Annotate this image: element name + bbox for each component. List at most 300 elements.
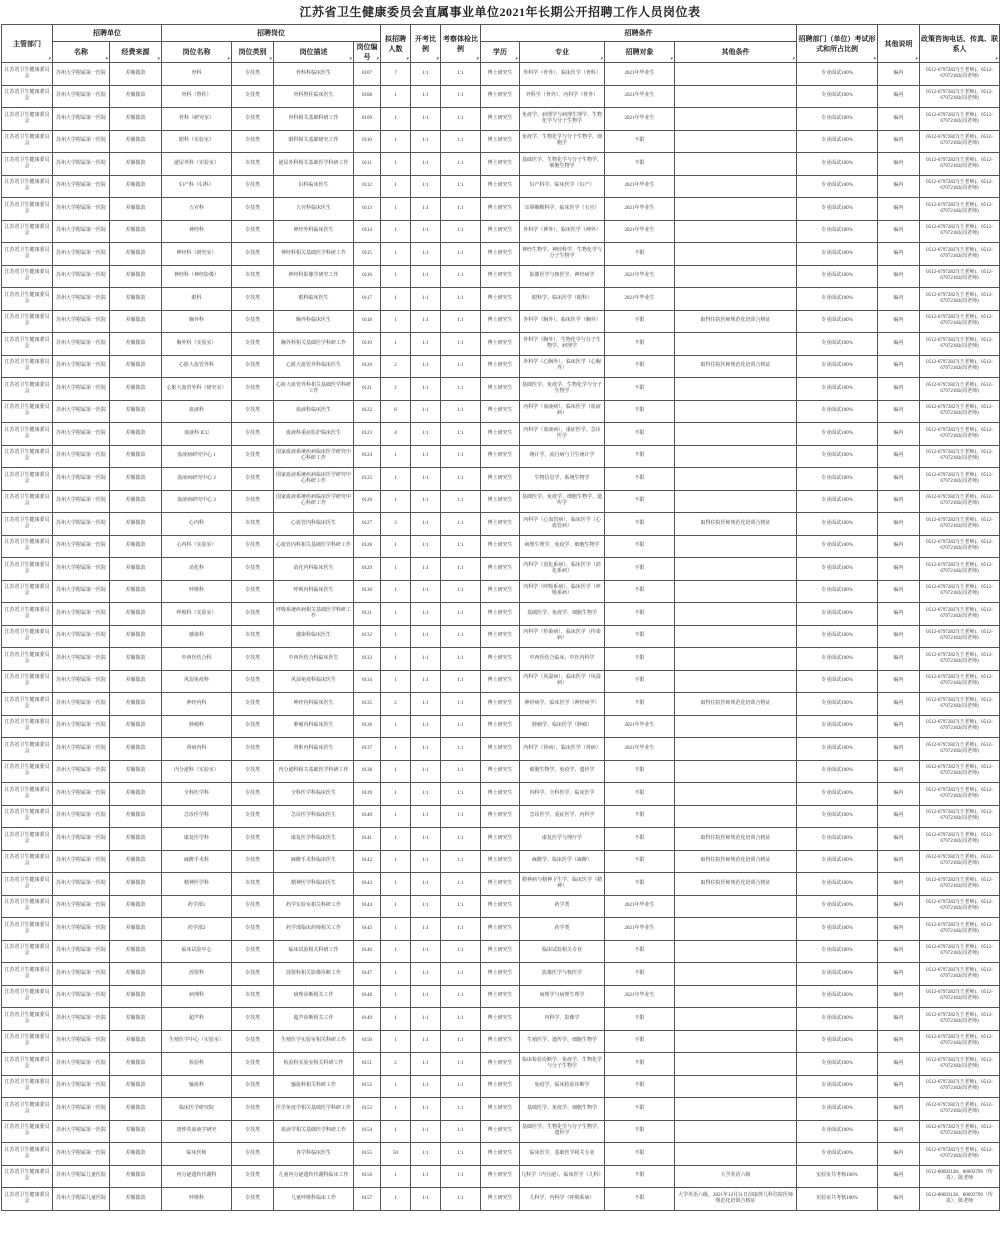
cell-code: 0131 — [354, 603, 381, 626]
table-row — [2, 468, 1000, 491]
cell-r2: 1:1 — [441, 310, 481, 333]
cell-target: 不限 — [605, 490, 675, 513]
cell-r1: 1:1 — [411, 153, 441, 176]
cell-post: 麻醉手术科 — [162, 850, 232, 873]
cell-other — [675, 985, 797, 1008]
cell-dept: 江苏省卫生健康委员会 — [2, 1075, 53, 1098]
cell-edu: 博士研究生 — [481, 153, 520, 176]
cell-note: 编内 — [878, 895, 920, 918]
cell-code: 0135 — [354, 693, 381, 716]
header-other-cond[interactable]: 其他条件 ▾ — [675, 42, 797, 63]
cell-target: 不限 — [605, 963, 675, 986]
cell-unit: 苏州大学附属第一医院 — [53, 1120, 110, 1143]
cell-code: 0125 — [354, 468, 381, 491]
cell-unit: 苏州大学附属第一医院 — [53, 985, 110, 1008]
cell-desc: 儿童呼吸科临床工作 — [274, 1188, 354, 1211]
cell-desc: 神经内科临床医生 — [274, 693, 354, 716]
cell-r2: 1:1 — [441, 400, 481, 423]
cell-fund: 差额拨款 — [110, 490, 162, 513]
cell-other — [675, 243, 797, 266]
cell-exam: 专业面试100% — [797, 760, 878, 783]
cell-edu: 博士研究生 — [481, 918, 520, 941]
cell-exam: 专业面试100% — [797, 1120, 878, 1143]
cell-r2: 1:1 — [441, 243, 481, 266]
cell-note: 编内 — [878, 490, 920, 513]
cell-major: 中西医结合临床、中医内科学 — [520, 648, 605, 671]
cell-fund: 差额拨款 — [110, 648, 162, 671]
cell-target: 不限 — [605, 243, 675, 266]
cell-major: 内科学（血液病）、重症医学、急诊医学 — [520, 423, 605, 446]
cell-dept: 江苏省卫生健康委员会 — [2, 310, 53, 333]
cell-r2: 1:1 — [441, 378, 481, 401]
cell-major: 康复医学与理疗学 — [520, 828, 605, 851]
cell-code: 0119 — [354, 333, 381, 356]
cell-desc: 药学部临床药师相关工作 — [274, 918, 354, 941]
cell-note: 编内 — [878, 985, 920, 1008]
cell-post: 胸外科 — [162, 310, 232, 333]
cell-note: 编内 — [878, 243, 920, 266]
header-post-code[interactable]: 岗位编号 ▾ — [354, 42, 381, 63]
cell-contact: 0512-67972827(王老师)、0512-67972182(周老师) — [920, 400, 1000, 423]
cell-type: 专技类 — [232, 940, 274, 963]
cell-type: 专技类 — [232, 468, 274, 491]
cell-desc: 骨科科临床医生 — [274, 63, 354, 86]
cell-dept: 江苏省卫生健康委员会 — [2, 423, 53, 446]
cell-other — [675, 1053, 797, 1076]
cell-dept: 江苏省卫生健康委员会 — [2, 130, 53, 153]
cell-type: 专技类 — [232, 513, 274, 536]
cell-code: 0145 — [354, 918, 381, 941]
cell-other — [675, 670, 797, 693]
cell-post: 病理科 — [162, 985, 232, 1008]
header-unit-name[interactable]: 名称 ▾ — [53, 42, 110, 63]
cell-post: 血液病研究中心 3 — [162, 490, 232, 513]
cell-type: 专技类 — [232, 1075, 274, 1098]
cell-fund: 差额拨款 — [110, 1075, 162, 1098]
cell-code: 0120 — [354, 355, 381, 378]
table-row — [2, 445, 1000, 468]
cell-unit: 苏州大学附属第一医院 — [53, 558, 110, 581]
cell-contact: 0512-67972827(王老师)、0512-67972182(周老师) — [920, 918, 1000, 941]
cell-major: 儿科学、内科学（呼吸系病） — [520, 1188, 605, 1211]
cell-post: 呼吸科 — [162, 1188, 232, 1211]
cell-num: 1 — [381, 985, 411, 1008]
cell-exam: 专业面试100% — [797, 130, 878, 153]
cell-edu: 博士研究生 — [481, 63, 520, 86]
cell-r1: 1:1 — [411, 490, 441, 513]
cell-r1: 1:1 — [411, 468, 441, 491]
cell-desc: 血液学相关基础医学科研工作 — [274, 1120, 354, 1143]
cell-r1: 1:1 — [411, 963, 441, 986]
cell-other — [675, 490, 797, 513]
cell-unit: 苏州大学附属第一医院 — [53, 468, 110, 491]
cell-desc: 全科医学科临床医生 — [274, 783, 354, 806]
cell-note: 编内 — [878, 220, 920, 243]
cell-exam: 专业面试100% — [797, 693, 878, 716]
cell-unit: 苏州大学附属第一医院 — [53, 153, 110, 176]
cell-exam: 专业面试100% — [797, 445, 878, 468]
cell-other — [675, 783, 797, 806]
cell-post: 心内科 — [162, 513, 232, 536]
cell-unit: 苏州大学附属第一医院 — [53, 1030, 110, 1053]
cell-edu: 博士研究生 — [481, 265, 520, 288]
cell-dept: 江苏省卫生健康委员会 — [2, 760, 53, 783]
cell-fund: 差额拨款 — [110, 288, 162, 311]
cell-code: 0136 — [354, 715, 381, 738]
cell-num: 1 — [381, 333, 411, 356]
cell-post: 心内科（实验室） — [162, 535, 232, 558]
cell-type: 专技类 — [232, 1188, 274, 1211]
cell-fund: 差额拨款 — [110, 535, 162, 558]
cell-dept: 江苏省卫生健康委员会 — [2, 243, 53, 266]
cell-exam: 专业面试100% — [797, 85, 878, 108]
cell-other — [675, 963, 797, 986]
cell-target: 2021年毕业生 — [605, 63, 675, 86]
cell-note: 编内 — [878, 873, 920, 896]
cell-target: 不限 — [605, 603, 675, 626]
cell-note: 编内 — [878, 648, 920, 671]
cell-note: 编内 — [878, 513, 920, 536]
cell-major: 外科学（骨外）、临床医学（骨科） — [520, 63, 605, 86]
cell-type: 专技类 — [232, 265, 274, 288]
cell-major: 基础医学、免疫学、细胞生物学 — [520, 603, 605, 626]
cell-major: 眼科学、临床医学（眼科） — [520, 288, 605, 311]
cell-target: 不限 — [605, 850, 675, 873]
table-row — [2, 153, 1000, 176]
cell-major: 免疫学、生物化学与分子生物学、细胞学 — [520, 130, 605, 153]
header-funding[interactable]: 经费来源 ▾ — [110, 42, 162, 63]
cell-fund: 差额拨款 — [110, 333, 162, 356]
cell-dept: 江苏省卫生健康委员会 — [2, 625, 53, 648]
cell-exam: 专业面试100% — [797, 918, 878, 941]
cell-r2: 1:1 — [441, 333, 481, 356]
cell-other — [675, 760, 797, 783]
cell-other — [675, 220, 797, 243]
cell-unit: 苏州大学附属第一医院 — [53, 243, 110, 266]
cell-note: 编内 — [878, 1053, 920, 1076]
cell-exam: 专业面试100% — [797, 580, 878, 603]
cell-r1: 1:1 — [411, 355, 441, 378]
cell-dept: 江苏省卫生健康委员会 — [2, 198, 53, 221]
cell-note: 编内 — [878, 108, 920, 131]
cell-contact: 0512-67972827(王老师)、0512-67972182(周老师) — [920, 1030, 1000, 1053]
cell-r1: 1:1 — [411, 535, 441, 558]
cell-r1: 1:1 — [411, 400, 441, 423]
cell-exam: 专业面试100% — [797, 513, 878, 536]
cell-r1: 1:1 — [411, 310, 441, 333]
cell-target: 不限 — [605, 423, 675, 446]
header-exam-method[interactable]: 招聘部门（单位）考试形式和所占比例 ▾ — [797, 25, 878, 63]
header-exam-ratio[interactable]: 开考比例 ▾ — [411, 25, 441, 63]
cell-desc: 中西医结合科临床医生 — [274, 648, 354, 671]
cell-contact: 0512-67972827(王老师)、0512-67972182(周老师) — [920, 175, 1000, 198]
cell-other: 取得住院医师规范化培训合格证 — [675, 850, 797, 873]
cell-num: 1 — [381, 288, 411, 311]
cell-contact: 0512-67972827(王老师)、0512-67972182(周老师) — [920, 1008, 1000, 1031]
cell-type: 专技类 — [232, 963, 274, 986]
cell-dept: 江苏省卫生健康委员会 — [2, 850, 53, 873]
cell-fund: 差额拨款 — [110, 693, 162, 716]
cell-edu: 博士研究生 — [481, 175, 520, 198]
cell-post: 内分泌遗传代谢科 — [162, 1165, 232, 1188]
cell-r1: 1:1 — [411, 220, 441, 243]
cell-exam: 专业面试100% — [797, 558, 878, 581]
cell-fund: 差额拨款 — [110, 445, 162, 468]
header-remarks[interactable]: 其他说明 ▾ — [878, 25, 920, 63]
cell-unit: 苏州大学附属第一医院 — [53, 850, 110, 873]
cell-major: 基础医学、免疫学、细胞生物学、遗传学 — [520, 490, 605, 513]
cell-contact: 0512-67972827(王老师)、0512-67972182(周老师) — [920, 130, 1000, 153]
cell-r1: 1:1 — [411, 760, 441, 783]
cell-num: 1 — [381, 243, 411, 266]
cell-num: 1 — [381, 580, 411, 603]
cell-code: 0151 — [354, 1053, 381, 1076]
cell-r1: 1:1 — [411, 693, 441, 716]
header-post-desc[interactable]: 岗位描述 ▾ — [274, 42, 354, 63]
header-contact[interactable]: 政策咨询电话、传真、联系人 ▾ — [920, 25, 1000, 63]
table-row — [2, 1098, 1000, 1121]
cell-other — [675, 445, 797, 468]
cell-major: 药学类 — [520, 918, 605, 941]
cell-edu: 博士研究生 — [481, 400, 520, 423]
cell-exam: 专业面试100% — [797, 985, 878, 1008]
cell-note: 编内 — [878, 85, 920, 108]
cell-code: 0127 — [354, 513, 381, 536]
cell-fund: 差额拨款 — [110, 85, 162, 108]
header-recruit-post: 招聘岗位 — [162, 25, 381, 42]
cell-dept: 江苏省卫生健康委员会 — [2, 513, 53, 536]
header-post-name[interactable]: 岗位名称 ▾ — [162, 42, 232, 63]
cell-r1: 1:1 — [411, 715, 441, 738]
cell-major: 外科学（心胸外）、临床医学（心胸外） — [520, 355, 605, 378]
cell-type: 专技类 — [232, 1008, 274, 1031]
cell-contact: 0512-67972827(王老师)、0512-67972182(周老师) — [920, 355, 1000, 378]
cell-desc: 国家血液系统疾病临床医学研究中心科研工作 — [274, 445, 354, 468]
cell-r2: 1:1 — [441, 670, 481, 693]
cell-desc: 心血管内科相关基础医学科研工作 — [274, 535, 354, 558]
cell-fund: 差额拨款 — [110, 940, 162, 963]
cell-r2: 1:1 — [441, 715, 481, 738]
header-education[interactable]: 学历 ▾ — [481, 42, 520, 63]
cell-code: 0155 — [354, 1143, 381, 1166]
cell-exam: 专业面试100% — [797, 1008, 878, 1031]
cell-unit: 苏州大学附属第一医院 — [53, 1098, 110, 1121]
cell-target: 不限 — [605, 648, 675, 671]
cell-r2: 1:1 — [441, 738, 481, 761]
cell-unit: 苏州大学附属第一医院 — [53, 445, 110, 468]
cell-unit: 苏州大学附属第一医院 — [53, 738, 110, 761]
cell-target: 不限 — [605, 310, 675, 333]
header-major[interactable]: 专业 ▾ — [520, 42, 605, 63]
cell-type: 专技类 — [232, 108, 274, 131]
cell-major: 基础医学、免疫学、细胞生物学 — [520, 1098, 605, 1121]
cell-r2: 1:1 — [441, 1165, 481, 1188]
cell-exam: 专业面试100% — [797, 783, 878, 806]
cell-unit: 苏州大学附属第一医院 — [53, 535, 110, 558]
cell-num: 1 — [381, 625, 411, 648]
cell-desc: 肾脏内科临床医生 — [274, 738, 354, 761]
cell-fund: 差额拨款 — [110, 108, 162, 131]
cell-major: 精神病与精神卫生学、临床医学（精神） — [520, 873, 605, 896]
cell-note: 编内 — [878, 445, 920, 468]
cell-dept: 江苏省卫生健康委员会 — [2, 738, 53, 761]
cell-post: 康复医学科 — [162, 828, 232, 851]
cell-type: 专技类 — [232, 1165, 274, 1188]
cell-contact: 0512-67972827(王老师)、0512-67972182(周老师) — [920, 265, 1000, 288]
cell-edu: 博士研究生 — [481, 738, 520, 761]
cell-target: 不限 — [605, 1165, 675, 1188]
cell-other — [675, 333, 797, 356]
cell-post: 五官科 — [162, 198, 232, 221]
cell-major: 内科学（肾病）、临床医学（肾病） — [520, 738, 605, 761]
cell-other — [675, 535, 797, 558]
cell-fund: 差额拨款 — [110, 1098, 162, 1121]
cell-r1: 1:1 — [411, 175, 441, 198]
cell-desc: 胸外科相关基础医学科研工作 — [274, 333, 354, 356]
cell-edu: 博士研究生 — [481, 288, 520, 311]
header-assess-ratio[interactable]: 考察体检比例 ▾ — [441, 25, 481, 63]
cell-other — [675, 738, 797, 761]
cell-target: 不限 — [605, 400, 675, 423]
cell-exam: 专业面试100% — [797, 175, 878, 198]
cell-num: 50 — [381, 1143, 411, 1166]
cell-num: 1 — [381, 1165, 411, 1188]
cell-r2: 1:1 — [441, 513, 481, 536]
cell-other — [675, 603, 797, 626]
cell-target: 2021年毕业生 — [605, 85, 675, 108]
cell-dept: 江苏省卫生健康委员会 — [2, 400, 53, 423]
cell-type: 专技类 — [232, 693, 274, 716]
cell-r2: 1:1 — [441, 850, 481, 873]
cell-desc: 医学免疫学相关基础医学科研工作 — [274, 1098, 354, 1121]
cell-dept: 江苏省卫生健康委员会 — [2, 1053, 53, 1076]
cell-note: 编内 — [878, 1008, 920, 1031]
cell-unit: 苏州大学附属第一医院 — [53, 715, 110, 738]
cell-code: 0143 — [354, 873, 381, 896]
cell-fund: 差额拨款 — [110, 760, 162, 783]
cell-post: 临床试验中心 — [162, 940, 232, 963]
cell-edu: 博士研究生 — [481, 130, 520, 153]
cell-num: 2 — [381, 1053, 411, 1076]
table-row — [2, 310, 1000, 333]
cell-unit: 苏州大学附属第一医院 — [53, 783, 110, 806]
cell-code: 0150 — [354, 1030, 381, 1053]
cell-r1: 1:1 — [411, 288, 441, 311]
cell-contact: 0512-67972827(王老师)、0512-67972182(周老师) — [920, 333, 1000, 356]
cell-dept: 江苏省卫生健康委员会 — [2, 873, 53, 896]
cell-edu: 博士研究生 — [481, 580, 520, 603]
cell-contact: 0512-67972827(王老师)、0512-67972182(周老师) — [920, 895, 1000, 918]
cell-major: 儿科学（内分泌）、临床医学（儿科） — [520, 1165, 605, 1188]
cell-r2: 1:1 — [441, 175, 481, 198]
cell-dept: 江苏省卫生健康委员会 — [2, 1098, 53, 1121]
cell-edu: 博士研究生 — [481, 108, 520, 131]
cell-post: 血液科 — [162, 400, 232, 423]
cell-num: 1 — [381, 895, 411, 918]
cell-other — [675, 423, 797, 446]
cell-other — [675, 918, 797, 941]
cell-note: 编内 — [878, 670, 920, 693]
cell-dept: 江苏省卫生健康委员会 — [2, 153, 53, 176]
cell-type: 专技类 — [232, 1120, 274, 1143]
cell-code: 0140 — [354, 805, 381, 828]
cell-r1: 1:1 — [411, 805, 441, 828]
cell-unit: 苏州大学附属第一医院 — [53, 580, 110, 603]
table-row — [2, 1030, 1000, 1053]
table-row — [2, 985, 1000, 1008]
cell-num: 4 — [381, 423, 411, 446]
cell-major: 基础医学、生物化学与分子生物学、细胞生物学 — [520, 153, 605, 176]
cell-r1: 1:1 — [411, 648, 441, 671]
cell-major: 妇产科学、临床医学（妇产） — [520, 175, 605, 198]
cell-type: 专技类 — [232, 378, 274, 401]
cell-unit: 苏州大学附属第一医院 — [53, 310, 110, 333]
cell-major: 病理生理学、免疫学、细胞生物学 — [520, 535, 605, 558]
cell-desc: 生殖医学实验室相关科研工作 — [274, 1030, 354, 1053]
cell-edu: 博士研究生 — [481, 1143, 520, 1166]
table-row — [2, 738, 1000, 761]
cell-target: 不限 — [605, 828, 675, 851]
cell-target: 不限 — [605, 445, 675, 468]
cell-edu: 博士研究生 — [481, 490, 520, 513]
cell-r2: 1:1 — [441, 693, 481, 716]
cell-fund: 差额拨款 — [110, 558, 162, 581]
cell-code: 0149 — [354, 1008, 381, 1031]
cell-unit: 苏州大学附属第一医院 — [53, 265, 110, 288]
header-num[interactable]: 拟招聘人数 ▾ — [381, 25, 411, 63]
header-target[interactable]: 招聘对象 ▾ — [605, 42, 675, 63]
cell-other — [675, 1098, 797, 1121]
cell-post: 风湿免疫科 — [162, 670, 232, 693]
cell-type: 专技类 — [232, 738, 274, 761]
cell-fund: 差额拨款 — [110, 1008, 162, 1031]
cell-note: 编内 — [878, 288, 920, 311]
cell-dept: 江苏省卫生健康委员会 — [2, 468, 53, 491]
cell-exam: 专业面试100% — [797, 220, 878, 243]
cell-desc: 国家血液系统疾病临床医学研究中心科研工作 — [274, 490, 354, 513]
cell-code: 0141 — [354, 828, 381, 851]
cell-edu: 博士研究生 — [481, 985, 520, 1008]
cell-contact: 0512-80693128、80693799（传真），陈老师 — [920, 1188, 1000, 1211]
cell-edu: 博士研究生 — [481, 670, 520, 693]
cell-target: 2021年毕业生 — [605, 220, 675, 243]
cell-target: 2021年毕业生 — [605, 985, 675, 1008]
cell-post: 心脏大血管外科 — [162, 355, 232, 378]
cell-num: 1 — [381, 918, 411, 941]
cell-major: 内科学（心血管病）、临床医学（心血管病） — [520, 513, 605, 536]
cell-code: 0147 — [354, 963, 381, 986]
cell-other — [675, 108, 797, 131]
cell-unit: 苏州大学附属第一医院 — [53, 175, 110, 198]
cell-note: 编内 — [878, 603, 920, 626]
cell-edu: 博士研究生 — [481, 1120, 520, 1143]
cell-type: 专技类 — [232, 580, 274, 603]
cell-other — [675, 648, 797, 671]
cell-desc: 神经科相关基础医学科研工作 — [274, 243, 354, 266]
cell-r1: 1:1 — [411, 895, 441, 918]
cell-num: 1 — [381, 738, 411, 761]
cell-contact: 0512-67972827(王老师)、0512-67972182(周老师) — [920, 693, 1000, 716]
cell-desc: 超声诊断相关工作 — [274, 1008, 354, 1031]
header-dept[interactable]: 主管部门 ▾ — [2, 25, 53, 63]
cell-dept: 江苏省卫生健康委员会 — [2, 175, 53, 198]
cell-other — [675, 895, 797, 918]
cell-major: 临床医学、基础医学相关专业 — [520, 1143, 605, 1166]
cell-contact: 0512-67972827(王老师)、0512-67972182(周老师) — [920, 828, 1000, 851]
cell-num: 1 — [381, 558, 411, 581]
header-post-type[interactable]: 岗位类别 ▾ — [232, 42, 274, 63]
cell-post: 输血科 — [162, 1075, 232, 1098]
